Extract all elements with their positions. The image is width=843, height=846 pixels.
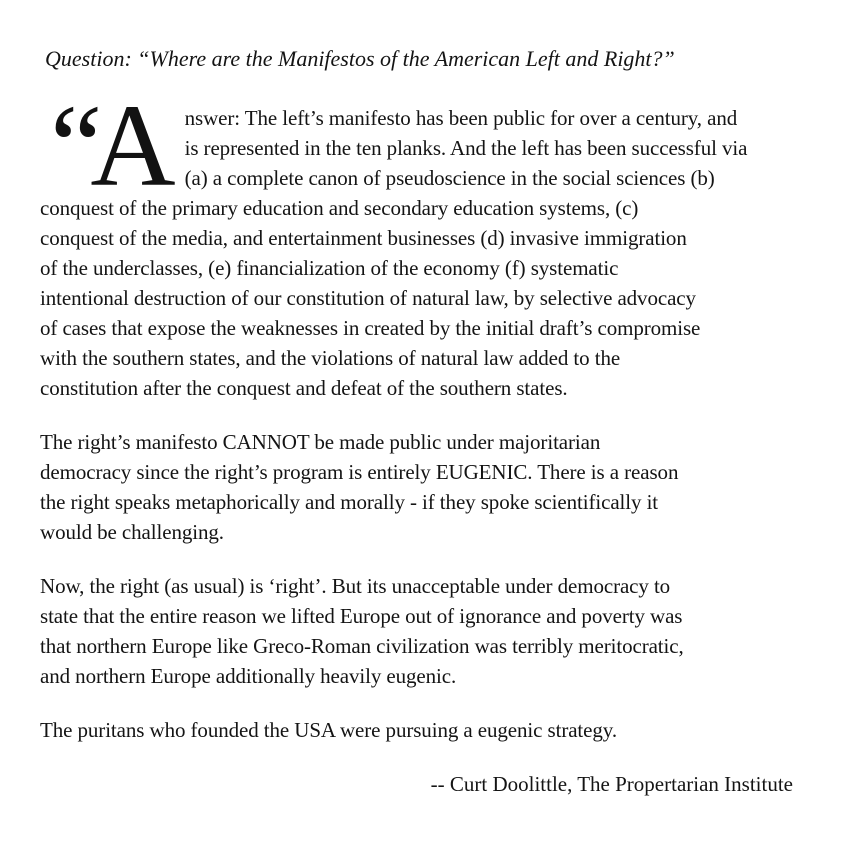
paragraph-puritans — [40, 715, 793, 745]
text-line: would be challenging. — [40, 520, 224, 544]
text-line: that northern Europe like Greco-Roman civilization was terribly meritocratic, — [40, 634, 684, 658]
dropcap-group — [40, 80, 176, 211]
text-line: conquest of the media, and entertainment businesses (d) invasive immigration — [40, 226, 687, 250]
open-quote-mark: “ — [50, 80, 103, 211]
text-line: of cases that expose the weaknesses in created by the initial draft’s compromise — [40, 316, 701, 340]
attribution-line: -- Curt Doolittle, The Propertarian Institute — [430, 772, 793, 796]
text-line: constitution after the conquest and defeat of the southern states. — [40, 376, 568, 400]
text-line: conquest of the primary education and secondary education systems, (c) — [40, 196, 639, 220]
text-line: with the southern states, and the violations of natural law added to the — [40, 346, 621, 370]
text-line: state that the entire reason we lifted Europe out of ignorance and poverty was — [40, 604, 683, 628]
text-line: The puritans who founded the USA were pursuing a eugenic strategy. — [40, 718, 617, 742]
text-line: is represented in the ten planks. And the left has been successful via — [184, 136, 748, 160]
text-line: the right speaks metaphorically and morally - if they spoke scientifically it — [40, 490, 659, 514]
text-line: (a) a complete canon of pseudoscience in the social sciences (b) — [184, 166, 715, 190]
paragraph-lines — [40, 715, 793, 745]
text-line: The right’s manifesto CANNOT be made public under majoritarian — [40, 430, 601, 454]
paragraph-lines — [40, 427, 793, 547]
question-line: Question: “Where are the Manifestos of the American Left and Right?” — [45, 46, 675, 71]
text-line: and northern Europe additionally heavily eugenic. — [40, 664, 457, 688]
text-line: democracy since the right’s program is entirely EUGENIC. There is a reason — [40, 460, 679, 484]
text-line: Now, the right (as usual) is ‘right’. But its unacceptable under democracy to — [40, 574, 671, 598]
answer-paragraph — [40, 80, 793, 403]
text-line: intentional destruction of our constitution of natural law, by selective advocacy — [40, 286, 696, 310]
paragraph-now-the-right — [40, 571, 793, 691]
text-line: nswer: The left’s manifesto has been public for over a century, and — [184, 106, 738, 130]
paragraph-right-manifesto — [40, 427, 793, 547]
paragraph-lines — [40, 571, 793, 691]
text-line: of the underclasses, (e) financialization of the economy (f) systematic — [40, 256, 619, 280]
dropcap-letter: A — [90, 80, 176, 211]
